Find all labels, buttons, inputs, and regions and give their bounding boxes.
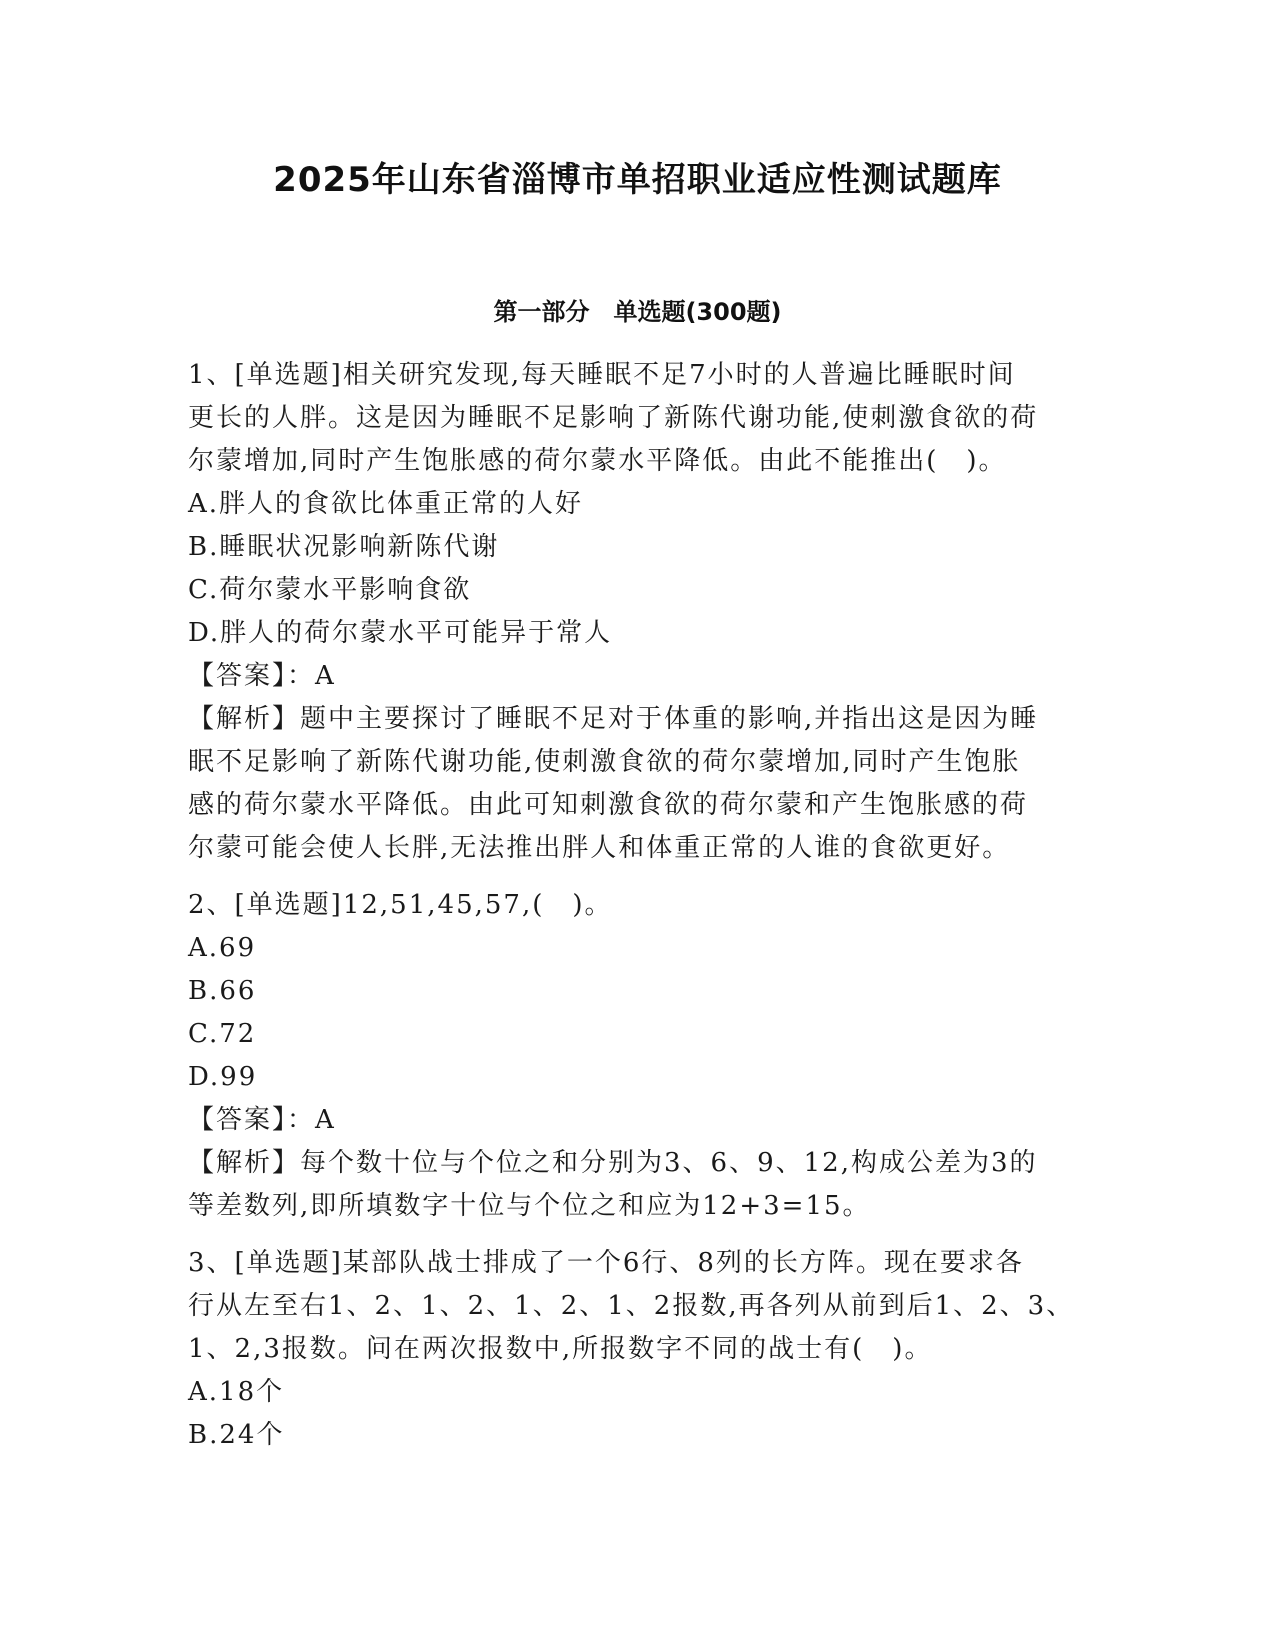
question-stem-line: 3、[单选题]某部队战士排成了一个6行、8列的长方阵。现在要求各 xyxy=(188,1248,1024,1278)
analysis-line: 尔蒙可能会使人长胖,无法推出胖人和体重正常的人谁的食欲更好。 xyxy=(188,833,1011,863)
question-stem-line: 1、[单选题]相关研究发现,每天睡眠不足7小时的人普遍比睡眠时间 xyxy=(188,360,1016,390)
question-stem-line: 2、[单选题]12,51,45,57,( )。 xyxy=(188,890,613,920)
analysis-line: 【解析】题中主要探讨了睡眠不足对于体重的影响,并指出这是因为睡 xyxy=(188,704,1039,734)
option-a: A.69 xyxy=(188,933,257,963)
answer-line: 【答案】：A xyxy=(188,661,336,691)
option-a: A.胖人的食欲比体重正常的人好 xyxy=(188,489,584,519)
option-b: B.24个 xyxy=(188,1420,285,1450)
option-c: C.荷尔蒙水平影响食欲 xyxy=(188,575,472,605)
question-stem-line: 1、2,3报数。问在两次报数中,所报数字不同的战士有( )。 xyxy=(188,1334,933,1364)
option-d: D.99 xyxy=(188,1062,258,1092)
option-d: D.胖人的荷尔蒙水平可能异于常人 xyxy=(188,618,613,648)
question-stem-line: 尔蒙增加,同时产生饱胀感的荷尔蒙水平降低。由此不能推出( )。 xyxy=(188,446,1007,476)
question-2 xyxy=(188,884,1058,1228)
analysis-line: 等差数列,即所填数字十位与个位之和应为12+3=15。 xyxy=(188,1191,871,1221)
option-b: B.66 xyxy=(188,976,257,1006)
analysis-line: 眠不足影响了新陈代谢功能,使刺激食欲的荷尔蒙增加,同时产生饱胀 xyxy=(188,747,1021,777)
analysis-line: 感的荷尔蒙水平降低。由此可知刺激食欲的荷尔蒙和产生饱胀感的荷 xyxy=(188,790,1029,820)
question-1 xyxy=(188,354,1058,870)
question-stem-line: 更长的人胖。这是因为睡眠不足影响了新陈代谢功能,使刺激食欲的荷 xyxy=(188,403,1039,433)
section-heading: 第一部分 单选题(300题) xyxy=(493,298,782,326)
option-a: A.18个 xyxy=(188,1377,285,1407)
question-list xyxy=(188,354,1075,1471)
question-3 xyxy=(188,1242,1075,1457)
answer-line: 【答案】：A xyxy=(188,1105,336,1135)
question-stem-line: 行从左至右1、2、1、2、1、2、1、2报数,再各列从前到后1、2、3、 xyxy=(188,1291,1075,1321)
option-c: C.72 xyxy=(188,1019,257,1049)
page-title: 2025年山东省淄博市单招职业适应性测试题库 xyxy=(273,160,1002,200)
option-b: B.睡眠状况影响新陈代谢 xyxy=(188,532,500,562)
analysis-line: 【解析】每个数十位与个位之和分别为3、6、9、12,构成公差为3的 xyxy=(188,1148,1038,1178)
